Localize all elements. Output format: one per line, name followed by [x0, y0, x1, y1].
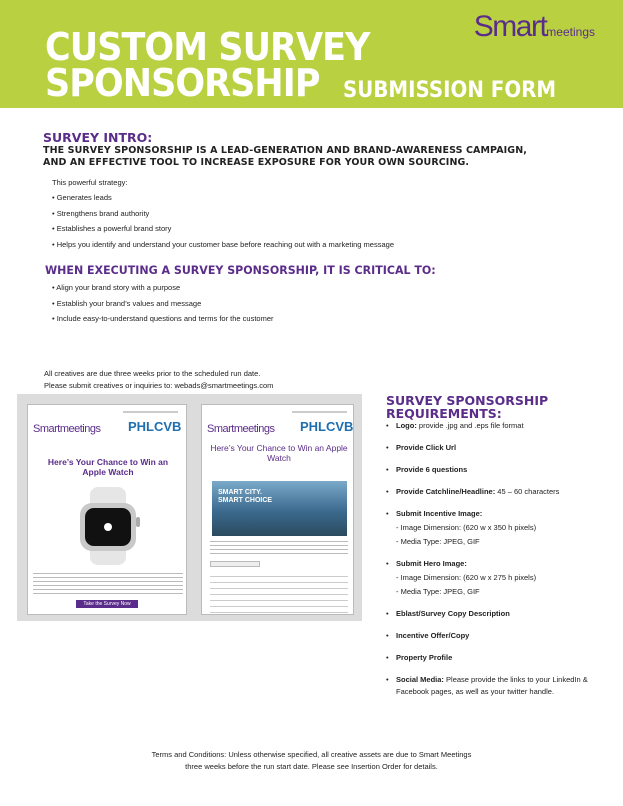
requirement-subitem: - Image Dimension: (620 w x 350 h pixels)	[396, 523, 537, 532]
requirement-subitem: - Image Dimension: (620 w x 275 h pixels)	[396, 573, 537, 582]
intro-heading: SURVEY INTRO:	[43, 130, 153, 145]
sample-card-2	[201, 404, 354, 615]
terms-line: Terms and Conditions: Unless otherwise specified, all creative assets are due to Smart Meetings	[151, 750, 472, 759]
survey-options[interactable]	[210, 571, 348, 615]
requirement-item	[386, 608, 616, 620]
divider	[292, 411, 347, 413]
requirement-text: provide .jpg and .eps file format	[416, 421, 524, 430]
requirement-item	[386, 486, 616, 498]
requirement-item	[386, 652, 616, 664]
requirement-item	[386, 558, 616, 598]
requirement-label: Submit Incentive Image:	[396, 509, 483, 518]
requirement-label: Eblast/Survey Copy Description	[396, 609, 510, 618]
list-item: • Strengthens brand authority	[52, 206, 394, 222]
list-item: • Align your brand story with a purpose	[52, 280, 274, 296]
intro-lead-line1: THE SURVEY SPONSORSHIP IS A LEAD-GENERATION AND BRAND-AWARENESS CAMPAIGN,	[43, 145, 527, 156]
take-survey-button[interactable]: Take the Survey Now	[76, 600, 138, 608]
requirement-item	[386, 420, 616, 432]
requirement-label: Provide Catchline/Headline:	[396, 487, 496, 496]
sample-headline: Here’s Your Chance to Win an Apple Watch	[210, 443, 348, 463]
requirement-label: Social Media:	[396, 675, 444, 684]
requirements-heading	[386, 394, 548, 420]
city-image	[212, 481, 347, 536]
city-image-text: SMART CITY. SMART CHOICE	[218, 489, 273, 504]
page-subtitle: SUBMISSION FORM	[343, 78, 557, 103]
requirement-item	[386, 442, 616, 454]
apple-watch-image	[68, 487, 148, 565]
requirement-item	[386, 630, 616, 642]
list-item: • Establish your brand’s values and message	[52, 296, 274, 312]
page-title-line2: SPONSORSHIP	[45, 61, 320, 105]
requirement-label: Provide 6 questions	[396, 465, 468, 474]
email-field[interactable]	[210, 561, 260, 567]
requirements-heading-line1: SURVEY SPONSORSHIP	[386, 393, 549, 408]
strategy-label: This powerful strategy:	[52, 178, 128, 187]
requirement-label: Property Profile	[396, 653, 453, 662]
smartmeetings-logo: Smartmeetings	[473, 10, 595, 43]
critical-heading: WHEN EXECUTING A SURVEY SPONSORSHIP, IT IS CRITICAL TO:	[45, 263, 436, 277]
requirement-text: 45 – 60 characters	[495, 487, 560, 496]
intro-lead-line2: AND AN EFFECTIVE TOOL TO INCREASE EXPOSURE FOR YOUR OWN SOURCING.	[43, 157, 470, 168]
requirement-item	[386, 674, 616, 698]
list-item: • Establishes a powerful brand story	[52, 221, 394, 237]
requirement-item	[386, 464, 616, 476]
requirement-subitem: - Media Type: JPEG, GIF	[396, 587, 480, 596]
list-item: • Generates leads	[52, 190, 394, 206]
page-title-line1: CUSTOM SURVEY	[45, 25, 370, 69]
terms-line: three weeks before the run start date. Please see Insertion Order for details.	[185, 762, 438, 771]
body-copy	[210, 541, 348, 555]
body-copy	[33, 573, 183, 597]
critical-bullet-list	[52, 280, 274, 327]
requirement-label: Logo:	[396, 421, 417, 430]
requirement-text: Please provide the links to your LinkedIn & Facebook pages, as well as your twitter handle.	[396, 675, 588, 696]
terms-and-conditions	[0, 749, 623, 773]
intro-bullet-list	[52, 190, 394, 253]
requirement-label: Provide Click Url	[396, 443, 457, 452]
requirement-item	[386, 508, 616, 548]
header-banner	[0, 0, 623, 108]
sample-logo: Smartmeetings	[33, 423, 101, 435]
list-item: • Helps you identify and understand your customer base before reaching out with a marketing message	[52, 237, 394, 253]
due-line: All creatives are due three weeks prior to the scheduled run date.	[44, 369, 261, 378]
requirement-label: Submit Hero Image:	[396, 559, 467, 568]
sample-creatives	[17, 394, 362, 621]
list-item: • Include easy-to-understand questions and terms for the customer	[52, 311, 274, 327]
requirement-subitem: - Media Type: JPEG, GIF	[396, 537, 480, 546]
sample-headline: Here’s Your Chance to Win an Apple Watch	[47, 457, 169, 477]
divider	[123, 411, 178, 413]
submit-line: Please submit creatives or inquiries to: webads@smartmeetings.com	[44, 380, 274, 390]
requirements-heading-line2: REQUIREMENTS:	[386, 406, 502, 421]
requirement-label: Incentive Offer/Copy	[396, 631, 470, 640]
due-notice	[44, 368, 273, 391]
partner-logo: PHLCVB	[300, 419, 354, 434]
requirements-list	[386, 420, 616, 708]
partner-logo: PHLCVB	[128, 419, 182, 434]
sample-card-1	[27, 404, 187, 615]
sample-logo: Smartmeetings	[207, 423, 275, 435]
